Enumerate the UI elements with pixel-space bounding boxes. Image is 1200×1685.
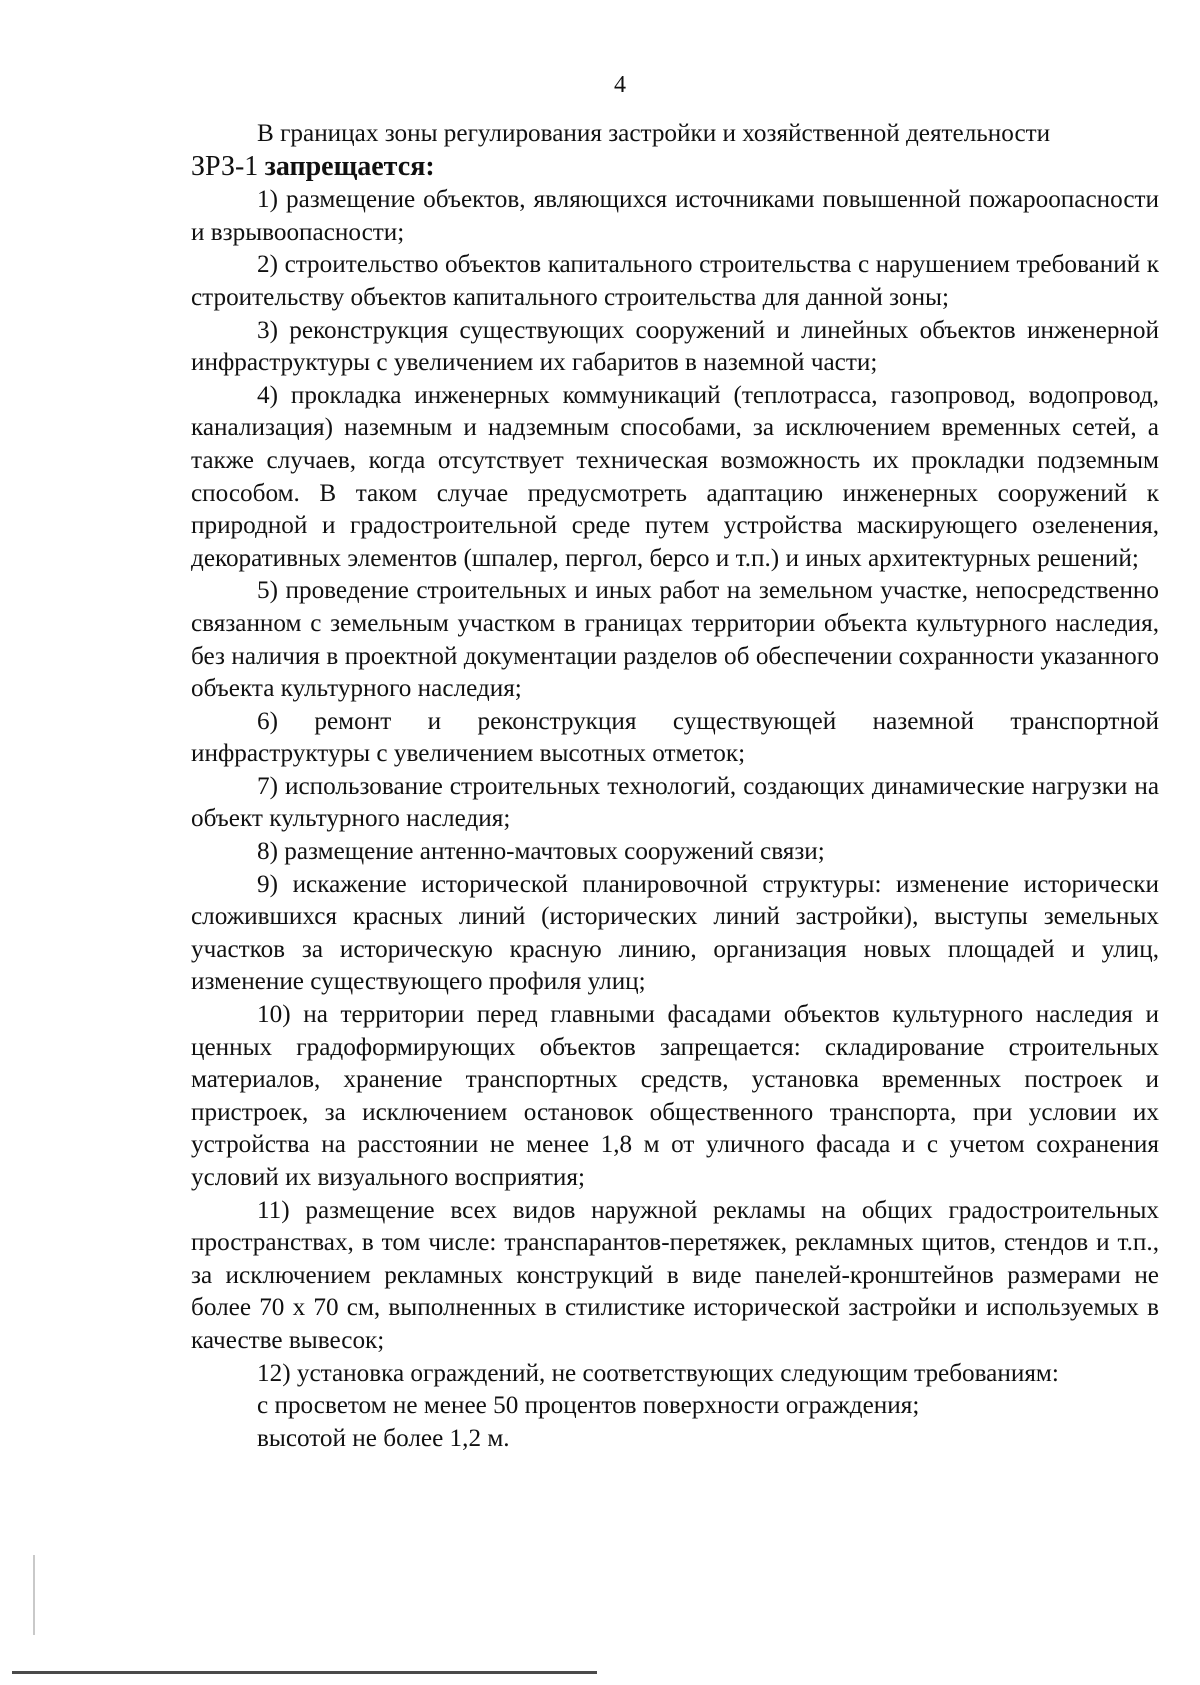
requirement-line: высотой не более 1,2 м. (257, 1424, 510, 1452)
page-number: 4 (614, 72, 626, 98)
list-item: 1) размещение объектов, являющихся источниками повышенной пожароопасности и взрывоопасности; (191, 186, 1159, 246)
intro-sentence: В границах зоны регулирования застройки и хозяйственной деятельности (257, 120, 1051, 147)
list-item: 3) реконструкция существующих сооружений и линейных объектов инженерной инфраструктуры с увеличением их габаритов в наземной части; (191, 316, 1159, 377)
bottom-rule (12, 1671, 597, 1674)
list-item: 6) ремонт и реконструкция существующей наземной транспортной инфраструктуры с увеличением высотных отметок; (191, 707, 1159, 768)
list-item: 8) размещение антенно-мачтовых сооружений связи; (257, 838, 825, 866)
list-item: 11) размещение всех видов наружной рекламы на общих градостроительных пространствах, в том числе: транспарантов-перетяжек, рекламных щитов, стендов и т.п., за исключением рекламных конструкций в виде панелей-кронштейнов размерами не более 70 х 70 см, выполненных в стилистике исторической застройки и используемых в качестве вывесок; (191, 1196, 1159, 1354)
document-body (191, 118, 1159, 1455)
list-item: 4) прокладка инженерных коммуникаций (теплотрасса, газопровод, водопровод, канализация) наземным и надземным способами, за исключением временных сетей, а также случаев, когда отсутствует техническая возможность их прокладки подземным способом. В таком случае предусмотреть адаптацию инженерных сооружений к природной и градостроительной среде путем устройства маскирующего озеленения, декоративных элементов (шпалер, пергол, берсо и т.п.) и иных архитектурных решений; (191, 381, 1159, 572)
list-item: 9) искажение исторической планировочной структуры: изменение исторически сложившихся красных линий (исторических линий застройки), выступы земельных участков за историческую красную линию, организация новых площадей и улиц, изменение существующего профиля улиц; (191, 870, 1159, 996)
prohibited-label: запрещается: (264, 150, 435, 182)
zone-heading (191, 151, 1159, 185)
list-item: 10) на территории перед главными фасадами объектов культурного наследия и ценных градоформирующих объектов запрещается: складирование строительных материалов, хранение транспортных средств, установка временных построек и пристроек, за исключением остановок общественного транспорта, при условии их устройства на расстоянии не менее 1,8 м от уличного фасада и с учетом сохранения условий их визуального восприятия; (191, 1001, 1159, 1191)
requirement-line: с просветом не менее 50 процентов поверхности ограждения; (257, 1392, 920, 1420)
scan-margin-mark (33, 1555, 35, 1635)
list-item: 12) установка ограждений, не соответствующих следующим требованиям: (257, 1359, 1059, 1387)
zone-code: ЗРЗ-1 (191, 150, 259, 182)
intro-paragraph (191, 118, 1159, 151)
list-item: 5) проведение строительных и иных работ на земельном участке, непосредственно связанном с земельным участком в границах территории объекта культурного наследия, без наличия в проектной документации разделов об обеспечении сохранности указанного объекта культурного наследия; (191, 577, 1159, 703)
list-item: 7) использование строительных технологий, создающих динамические нагрузки на объект культурного наследия; (191, 772, 1159, 833)
list-item: 2) строительство объектов капитального строительства с нарушением требований к строительству объектов капитального строительства для данной зоны; (191, 251, 1159, 311)
